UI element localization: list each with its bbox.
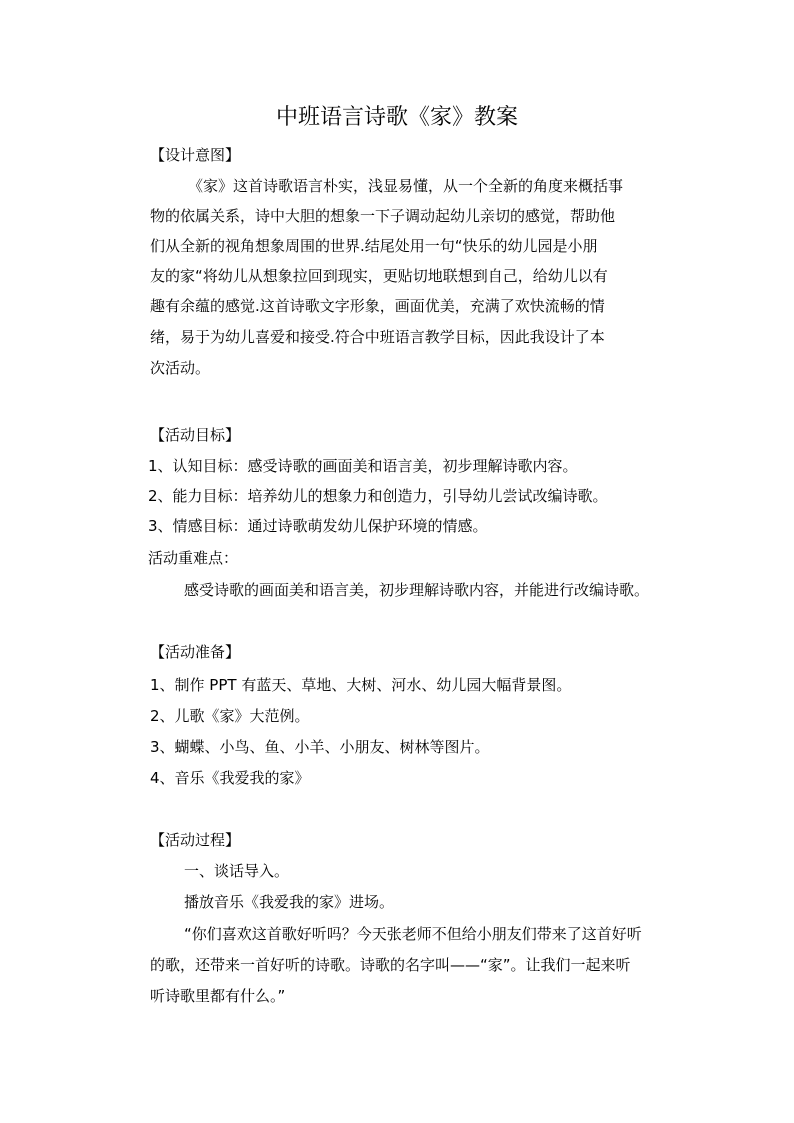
process-music: 播放音乐《我爱我的家》进场。 bbox=[184, 893, 395, 911]
process-line: 听诗歌里都有什么。” bbox=[150, 987, 286, 1005]
design-line: 次活动。 bbox=[150, 359, 211, 377]
design-line: 物的依属关系，诗中大胆的想象一下子调动起幼儿亲切的感觉，帮助他 bbox=[150, 207, 616, 225]
process-step: 一、谈话导入。 bbox=[184, 862, 290, 880]
goal-item: 1、认知目标：感受诗歌的画面美和语言美，初步理解诗歌内容。 bbox=[148, 457, 578, 475]
keypoints-label: 活动重难点： bbox=[148, 549, 239, 567]
design-line: 友的家“将幼儿从想象拉回到现实，更贴切地联想到自己，给幼儿以有 bbox=[150, 267, 608, 285]
process-heading: 【活动过程】 bbox=[150, 831, 241, 849]
page-title: 中班语言诗歌《家》教案 bbox=[275, 105, 518, 130]
design-line: 们从全新的视角想象周围的世界.结尾处用一句“快乐的幼儿园是小朋 bbox=[150, 237, 598, 255]
goals-heading: 【活动目标】 bbox=[150, 426, 241, 444]
design-line: 《家》这首诗歌语言朴实，浅显易懂，从一个全新的角度来概括事 bbox=[188, 177, 624, 195]
goal-item: 3、情感目标：通过诗歌萌发幼儿保护环境的情感。 bbox=[148, 517, 488, 535]
design-line: 趣有余蕴的感觉.这首诗歌文字形象，画面优美，充满了欢快流畅的情 bbox=[150, 297, 605, 315]
process-line: “你们喜欢这首歌好听吗？今天张老师不但给小朋友们带来了这首好听 bbox=[184, 925, 642, 943]
design-heading: 【设计意图】 bbox=[150, 146, 241, 164]
prep-item: 1、制作 PPT 有蓝天、草地、大树、河水、幼儿园大幅背景图。 bbox=[150, 676, 572, 694]
design-line: 绪，易于为幼儿喜爱和接受.符合中班语言教学目标，因此我设计了本 bbox=[150, 328, 605, 346]
process-line: 的歌，还带来一首好听的诗歌。诗歌的名字叫——“家”。让我们一起来听 bbox=[150, 956, 631, 974]
prep-item: 2、儿歌《家》大范例。 bbox=[150, 707, 310, 725]
keypoints-text: 感受诗歌的画面美和语言美，初步理解诗歌内容，并能进行改编诗歌。 bbox=[184, 581, 650, 599]
prep-item: 3、蝴蝶、小鸟、鱼、小羊、小朋友、树林等图片。 bbox=[150, 738, 490, 756]
goal-item: 2、能力目标：培养幼儿的想象力和创造力，引导幼儿尝试改编诗歌。 bbox=[148, 487, 608, 505]
prep-heading: 【活动准备】 bbox=[150, 643, 241, 661]
prep-item: 4、音乐《我爱我的家》 bbox=[150, 769, 310, 787]
